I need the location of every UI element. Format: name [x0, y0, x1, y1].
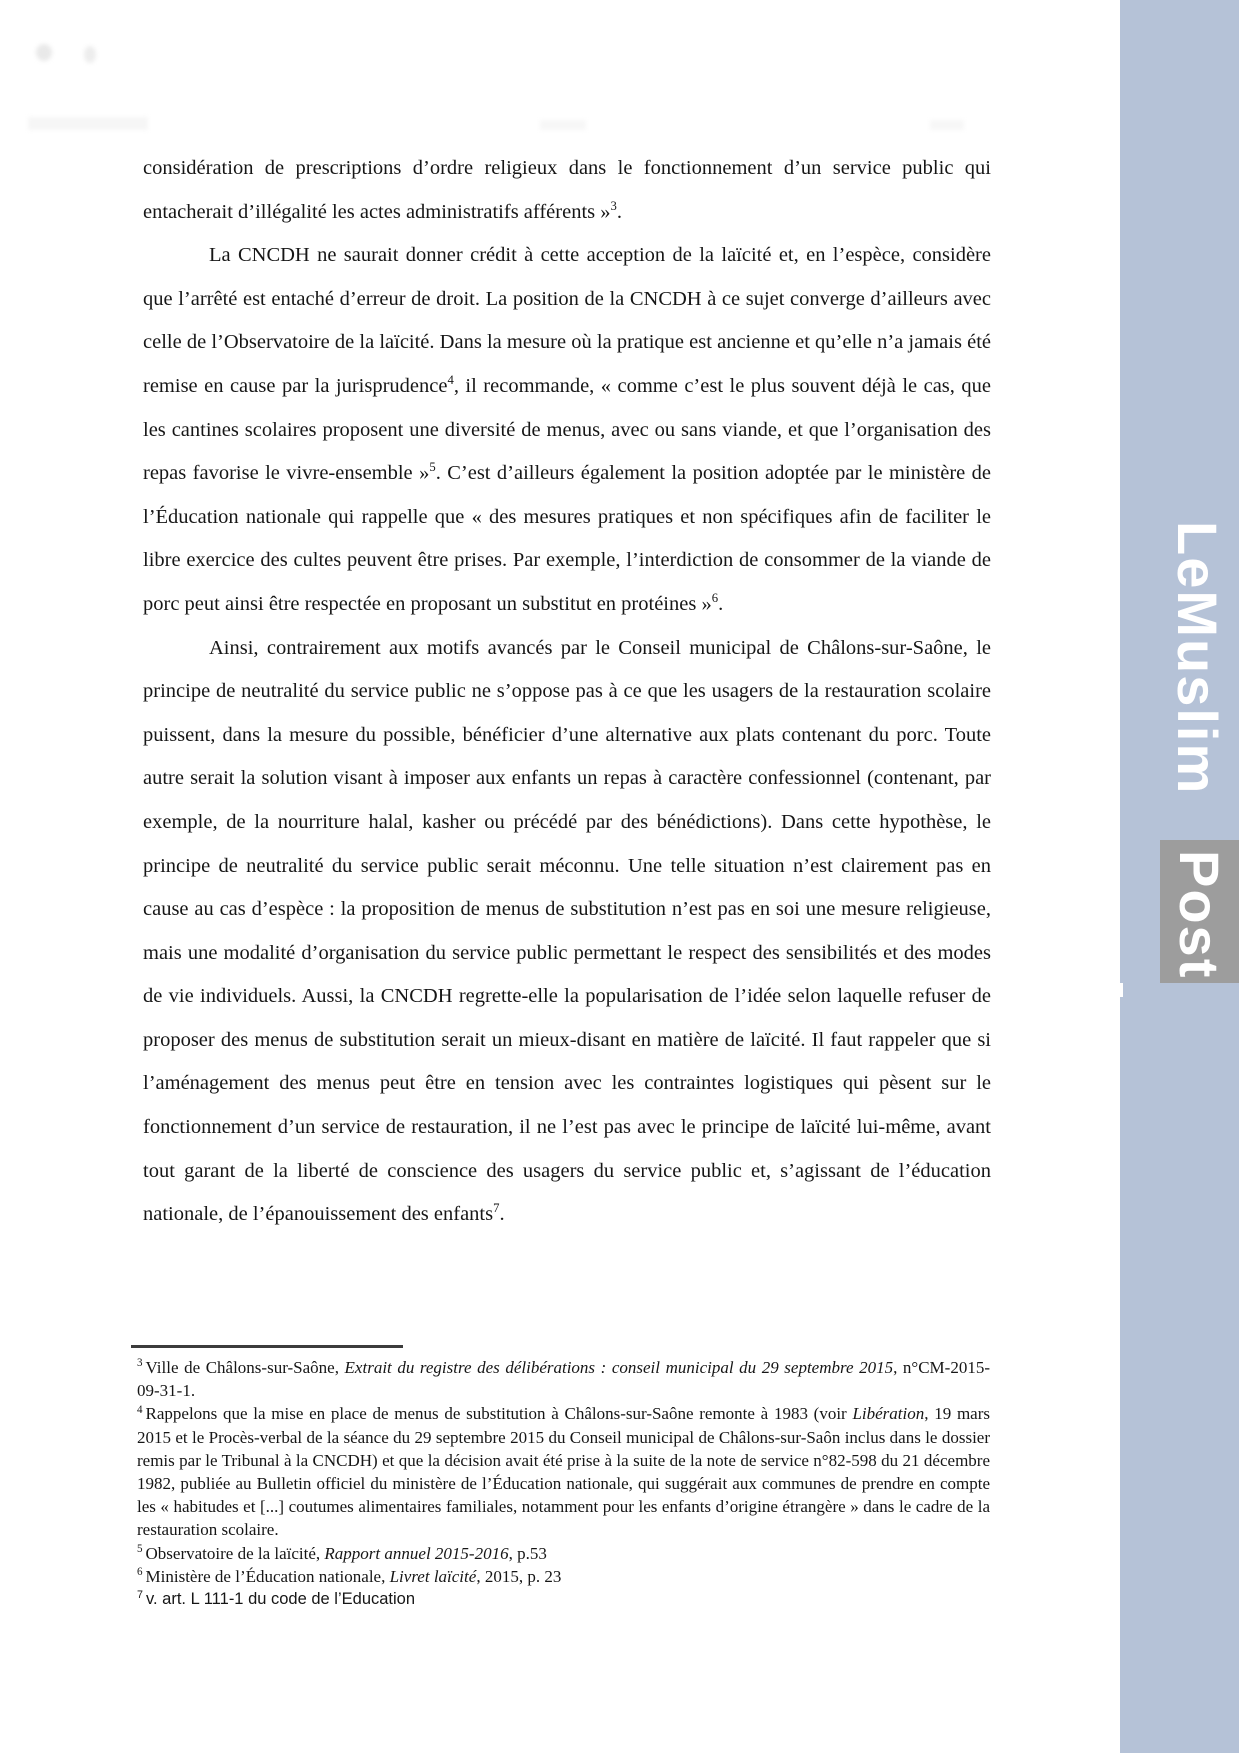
scan-artifact	[36, 44, 52, 61]
watermark-post-text: Post	[1168, 850, 1231, 980]
footnote-reference: 5	[429, 460, 436, 475]
footnote: $^3$ Ville de Châlons-sur-Saône, Extrait du registre des délibérations : conseil municipal du 29 septembre 2015, n°CM-2015-09-31-1.	[137, 1357, 990, 1401]
body-paragraph: considération de prescriptions d’ordre religieux dans le fonctionnement d’un service public qui entacherait d’illégalité les actes administratifs afférents »$^3$.	[143, 157, 991, 223]
footnote: $^6$ Ministère de l’Éducation nationale, Livret laïcité, 2015, p. 23	[137, 1566, 562, 1586]
footnote-reference: 7	[493, 1201, 500, 1216]
footnote-reference: 3	[610, 198, 617, 213]
footnote-reference: 4	[447, 373, 454, 388]
footnotes	[137, 1356, 990, 1611]
footnote-reference: 6	[711, 591, 719, 606]
italic-text: Extrait du registre des délibérations : conseil municipal du 29 septembre 2015	[344, 1358, 894, 1377]
footnote: $^4$ Rappelons que la mise en place de menus de substitution à Châlons-sur-Saône remonte à 1983 (voir Libération, 19 mars 2015 et le Procès-verbal de la séance du 29 septembre 2015 du Conseil municipal de Châlons-sur-Saôn inclus dans le dossier remis par le Tribunal à la CNCDH) et que la décision avait été prise à la suite de la note de service n°82-598 du 21 décembre 1982, publiée au Bulletin officiel du ministère de l’Éducation nationale, qui suggérait aux communes de prendre en compte les « habitudes et [...] coutumes alimentaires familiales, notamment pour les enfants d’origine étrangère » dans le cadre de la restauration scolaire.	[137, 1403, 991, 1540]
watermark-lemuslim-text: LeMuslim	[1166, 521, 1229, 796]
footnote-marker: 3	[137, 1357, 143, 1370]
italic-text: Rapport annuel 2015-2016	[324, 1543, 509, 1563]
body-paragraph: La CNCDH ne saurait donner crédit à cette acception de la laïcité et, en l’espèce, considère que l’arrêté est entaché d’erreur de droit. La position de la CNCDH à ce sujet converge d’ailleurs avec celle de l’Observatoire de la laïcité. Dans la mesure où la pratique est ancienne et qu’elle n’a jamais été remise en cause par la jurisprudence$^4$, il recommande, « comme c’est le plus souvent déjà le cas, que les cantines scolaires proposent une diversité de menus, avec ou sans viande, et que l’organisation des repas favorise le vivre-ensemble »$^5$. C’est d’ailleurs également la position adoptée par le ministère de l’Éducation nationale qui rappelle que « des mesures pratiques et non spécifiques afin de faciliter le libre exercice des cultes peuvent être prises. Par exemple, l’interdiction de consommer de la viande de porc peut ainsi être respectée en proposant un substitut en protéines »$^6$.	[143, 244, 992, 615]
scan-artifact	[930, 120, 964, 130]
italic-text: Libération	[852, 1404, 925, 1424]
footnote: $^7$ v. art. L 111-1 du code de l’Education	[137, 1588, 416, 1609]
footnote-marker: 5	[137, 1542, 143, 1555]
scan-artifact	[84, 46, 96, 63]
footnote: $^5$ Observatoire de la laïcité, Rapport annuel 2015-2016, p.53	[137, 1542, 547, 1563]
footnote-marker: 7	[137, 1588, 143, 1601]
footnote-separator	[131, 1345, 403, 1348]
footnote-marker: 4	[137, 1403, 143, 1416]
scan-artifact	[540, 120, 586, 130]
scan-artifact	[28, 117, 148, 130]
footnote-marker: 6	[137, 1566, 143, 1579]
body-text	[143, 147, 991, 1237]
body-paragraph: Ainsi, contrairement aux motifs avancés par le Conseil municipal de Châlons-sur-Saône, le principe de neutralité du service public ne s’oppose pas à ce que les usagers de la restauration scolaire puissent, dans la mesure du possible, bénéficier d’une alternative aux plats contenant du porc. Toute autre serait la solution visant à imposer aux enfants un repas à caractère confessionnel (contenant, par exemple, de la nourriture halal, kasher ou précédé par des bénédictions). Dans cette hypothèse, le principe de neutralité du service public serait méconnu. Une telle situation n’est clairement pas en cause au cas d’espèce : la proposition de menus de substitution n’est pas en soi une mesure religieuse, mais une modalité d’organisation du service public permettant le respect des sensibilités et des modes de vie individuels. Aussi, la CNCDH regrette-elle la popularisation de l’idée selon laquelle refuser de proposer des menus de substitution serait un mieux-disant en matière de laïcité. Il faut rappeler que si l’aménagement des menus peut être en tension avec les contraintes logistiques qui pèsent sur le fonctionnement d’un service de restauration, il ne l’est pas avec le principe de laïcité lui-même, avant tout garant de la liberté de conscience des usagers du service public et, s’agissant de l’éducation nationale, de l’épanouissement des enfants$^7$.	[143, 636, 991, 1226]
italic-text: Livret laïcité	[389, 1566, 477, 1586]
